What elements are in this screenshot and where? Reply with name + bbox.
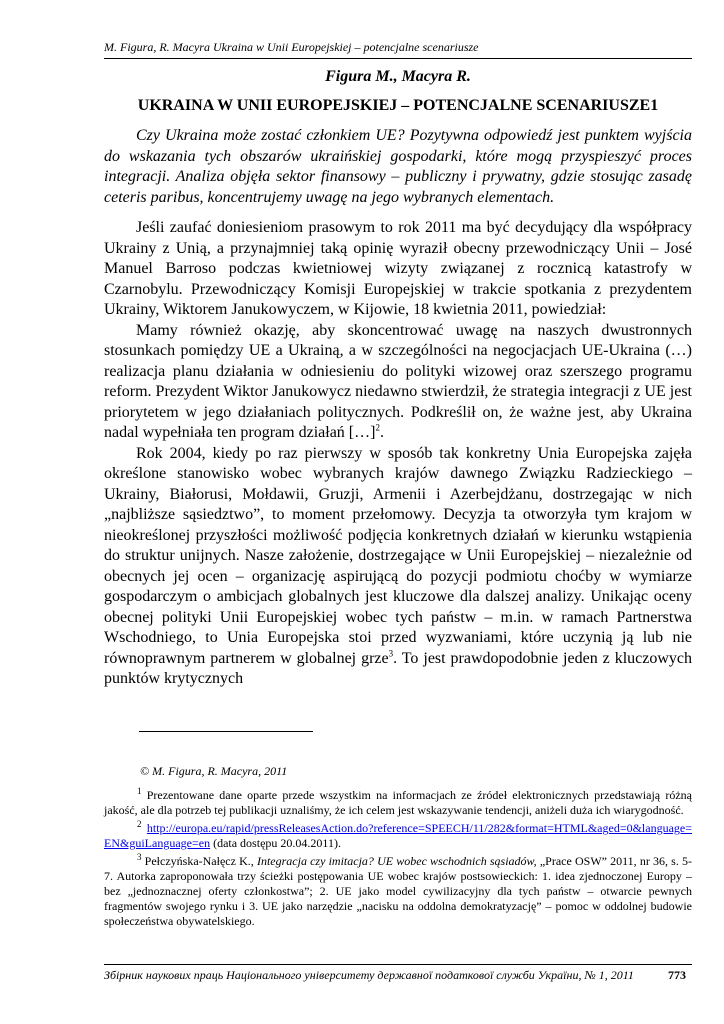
footnote-2-link[interactable]: http://europa.eu/rapid/pressReleasesAction.do?reference=SPEECH/11/282&format=HTML&aged=0&language=EN&guiLanguage=en bbox=[104, 821, 692, 850]
footnote-3-text: „Prace OSW” 2011, nr 36, s. 5-7. Autorka zaproponowała trzy ścieżki postępowania UE wobec krajów postsowieckich: 1. idea zjednoczonej Europy – bez „jednoznacznej oferty członkostwa”; 2. UE jako model cywilizacyjny dla tych państw – otwarcie pewnych fragmentów swojego rynku i 3. UE jako narzędzie „nacisku na oddolna demokratyzację” – pomoc w oddolnej budowie społeczeństwa obywatelskiego. bbox=[104, 854, 692, 928]
footnote-ref-2[interactable]: 2 bbox=[375, 422, 380, 433]
quote-text: Mamy również okazję, aby skoncentrować uwagę na naszych dwustronnych stosunkach pomiędzy UE a Ukrainą, a w szczególności na negocjacjach UE-Ukraina (…) realizacja planu działania w odniesieniu do polityki wizowej oraz szerszego programu reform. Prezydent Wiktor Janukowycz niedawno stwierdził, że strategia integracji z UE jest priorytetem w jego działaniach politycznych. Podkreślił on, że ważne jest, aby Ukraina nadal wypełniała ten program działań […] bbox=[104, 321, 692, 441]
copyright-note: © M. Figura, R. Macyra, 2011 bbox=[140, 764, 288, 778]
footnote-3-title: Integracja czy imitacja? UE wobec wschodnich sąsiadów, bbox=[256, 854, 537, 868]
body-paragraph-1: Jeśli zaufać doniesieniom prasowym to rok 2011 ma być decydujący dla współpracy Ukrainy z Unią, a przynajmniej taką opinię wyraził obecny przewodniczący Unii – José Manuel Barroso podczas kwietniowej wizyty związanej z rocznicą katastrofy w Czarnobylu. Przewodniczący Komisji Europejskiej w trakcie spotkania z prezydentem Ukrainy, Wiktorem Janukowyczem, w Kijowie, 18 kwietnia 2011, powiedział: bbox=[104, 219, 692, 318]
header-divider bbox=[104, 58, 692, 59]
footnote-1 bbox=[104, 788, 692, 818]
footnote-2 bbox=[104, 821, 692, 851]
journal-footer: Збірник наукових праць Національного університету державної податкової служби України, № 1, 2011 bbox=[104, 968, 634, 982]
paragraph-3-tail: . To jest prawdopodobnie jeden z kluczowych punktów krytycznych bbox=[104, 649, 692, 687]
title-footnote-ref[interactable]: 1 bbox=[650, 97, 659, 114]
article-authors: Figura M., Macyra R. bbox=[325, 68, 471, 85]
running-header: M. Figura, R. Macyra Ukraina w Unii Europejskiej – potencjalne scenariusze bbox=[104, 40, 479, 54]
body-paragraph-3 bbox=[104, 444, 692, 690]
footnote-3 bbox=[104, 854, 692, 929]
footnote-divider bbox=[139, 731, 313, 732]
footnote-ref-3[interactable]: 3 bbox=[388, 648, 394, 659]
footnote-2-marker: 2 bbox=[137, 819, 142, 829]
abstract-paragraph: Czy Ukraina może zostać członkiem UE? Pozytywna odpowiedź jest punktem wyjścia do wskazania tych obszarów ukraińskiej gospodarki, które mogą przyspieszyć proces integracji. Analiza objęła sektor finansowy – publiczny i prywatny, gdzie stosując zasadę ceteris paribus, koncentrujemy uwagę na jego wybranych elementach. bbox=[104, 127, 692, 206]
page-number: 773 bbox=[668, 968, 686, 982]
footnote-3-author: Pełczyńska-Nałęcz K., bbox=[141, 854, 257, 868]
paragraph-3-text: Rok 2004, kiedy po raz pierwszy w sposób tak konkretny Unia Europejska zajęła określone stanowisko wobec wybranych krajów dawnego Związku Radzieckiego – Ukrainy, Białorusi, Mołdawii, Gruzji, Armenii i Azerbejdżanu, dostrzegając w nich „najbliższe sąsiedztwo”, to moment przełomowy. Decyzja ta otworzyła tym krajom w nieokreślonej przyszłości możliwość podjęcia konkretnych działań w kierunku wstąpienia do struktur unijnych. Nasze założenie, dostrzegające w Unii Europejskiej – niezależnie od obecnych jej ocen – organizację aspirującą do pozycji podmiotu choćby w wymiarze gospodarczym o ambicjach globalnych jest kluczowe dla dalszej analizy. Unikając oceny obecnej polityki Unii Europejskiej wobec tych państw – m.in. w ramach Partnerstwa Wschodniego, to Unia Europejska stoi przed wyzwaniami, które uczynią ją lub nie równoprawnym partnerem w globalnej grze bbox=[104, 444, 692, 667]
footnotes-section bbox=[104, 788, 692, 932]
footnote-2-access-date: (data dostępu 20.04.2011). bbox=[210, 836, 341, 850]
article-title-text: UKRAINA W UNII EUROPEJSKIEJ – POTENCJALNE SCENARIUSZE bbox=[137, 97, 651, 114]
footer-divider bbox=[104, 964, 692, 965]
article-title bbox=[104, 96, 692, 116]
footnote-1-marker: 1 bbox=[137, 786, 142, 796]
footnote-1-text: Prezentowane dane oparte przede wszystkim na informacjach ze źródeł elektronicznych przedstawiają różną jakość, ale dla potrzeb tej publikacji uznaliśmy, że ich celem jest wskazywanie tendencji, aniżeli duża ich wiarygodność. bbox=[104, 788, 692, 817]
article-body bbox=[104, 126, 692, 690]
footnote-3-marker: 3 bbox=[137, 852, 142, 862]
body-paragraph-2: Mamy również okazję, aby skoncentrować uwagę na naszych dwustronnych stosunkach pomiędzy UE a Ukrainą, a w szczególności na negocjacjach UE-Ukraina (…) realizacja planu działania w odniesieniu do polityki wizowej oraz szerszego programu reform. Prezydent Wiktor Janukowycz niedawno stwierdził, że strategia integracji z UE jest priorytetem w jego działaniach politycznych. Podkreślił on, że ważne jest, aby Ukraina nadal wypełniała ten program działań […]$^2$. bbox=[104, 321, 692, 441]
